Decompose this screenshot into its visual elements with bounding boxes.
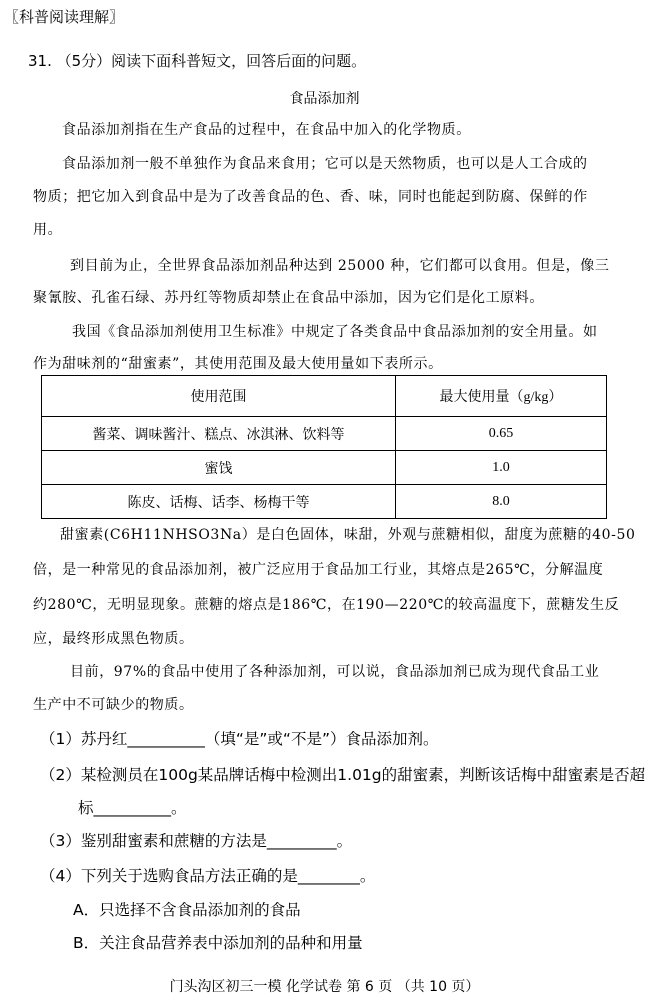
table-row (42, 485, 607, 519)
paragraph-definition: 食品添加剂指在生产食品的过程中，在食品中加入的化学物质。 (62, 122, 471, 138)
paragraph-standard-line: 作为甜味剂的“甜蜜素”，其使用范围及最大使用量如下表所示。 (33, 356, 443, 372)
question-4: （4）下列关于选购食品方法正确的是________。 (40, 867, 376, 885)
question-2-continued: 标__________。 (78, 799, 187, 817)
question-3: （3）鉴别甜蜜素和蔗糖的方法是_________。 (40, 832, 353, 850)
table-row (42, 417, 607, 451)
question-header: 31. （5分）阅读下面科普短文，回答后面的问题。 (28, 52, 367, 70)
table-cell-value: 8.0 (396, 485, 607, 519)
option-a: A．只选择不含食品添加剂的食品 (73, 901, 301, 919)
paragraph-sweetener-line: 应，最终形成黑色物质。 (33, 631, 194, 647)
paragraph-sweetener-line: 约280℃，无明显现象。蔗糖的熔点是186℃，在190—220℃的较高温度下，蔗糖发生反 (33, 597, 620, 613)
paragraph-conclusion-line: 目前，97%的食品中使用了各种添加剂，可以说，食品添加剂已成为现代食品工业 (70, 664, 600, 680)
option-b: B．关注食品营养表中添加剂的品种和用量 (73, 934, 363, 952)
paragraph-usage-line: 食品添加剂一般不单独作为食品来食用；它可以是天然物质，也可以是人工合成的 (62, 156, 588, 172)
table-cell-scope: 陈皮、话梅、话李、杨梅干等 (42, 485, 396, 519)
paragraph-count-line: 聚氰胺、孔雀石绿、苏丹红等物质却禁止在食品中添加，因为它们是化工原料。 (33, 290, 544, 306)
usage-table (41, 375, 607, 519)
paragraph-usage-line: 物质；把它加入到食品中是为了改善食品的色、香、味，同时也能起到防腐、保鲜的作 (33, 189, 588, 205)
question-1: （1）苏丹红__________（填“是”或“不是”）食品添加剂。 (40, 730, 439, 748)
paragraph-sweetener-line: 倍，是一种常见的食品添加剂，被广泛应用于食品加工行业，其熔点是265℃，分解温度 (33, 562, 604, 578)
table-header-max: 最大使用量（g/kg） (396, 376, 607, 417)
paragraph-sweetener-line: 甜蜜素(C6H11NHSO3Na）是白色固体，味甜，外观与蔗糖相似，甜度为蔗糖的40-50 (60, 527, 636, 543)
table-cell-value: 0.65 (396, 417, 607, 451)
page-footer: 门头沟区初三一模 化学试卷 第 6 页 （共 10 页） (169, 979, 480, 995)
article-title: 食品添加剂 (289, 91, 360, 107)
table-header-row (42, 376, 607, 417)
question-2: （2）某检测员在100g某品牌话梅中检测出1.01g的甜蜜素，判断该话梅中甜蜜素是否超 (40, 766, 646, 784)
table-row (42, 451, 607, 485)
paragraph-conclusion-line: 生产中不可缺少的物质。 (33, 697, 194, 713)
table-header-scope: 使用范围 (42, 376, 396, 417)
table-cell-scope: 酱菜、调味酱汁、糕点、冰淇淋、饮料等 (42, 417, 396, 451)
paragraph-count-line: 到目前为止，全世界食品添加剂品种达到 25000 种，它们都可以食用。但是，像三 (70, 258, 610, 274)
section-header: 〖科普阅读理解〗 (4, 8, 125, 26)
table-cell-scope: 蜜饯 (42, 451, 396, 485)
paragraph-standard-line: 我国《食品添加剂使用卫生标准》中规定了各类食品中食品添加剂的安全用量。如 (72, 324, 598, 340)
paragraph-usage-line: 用。 (33, 222, 63, 238)
table-cell-value: 1.0 (396, 451, 607, 485)
